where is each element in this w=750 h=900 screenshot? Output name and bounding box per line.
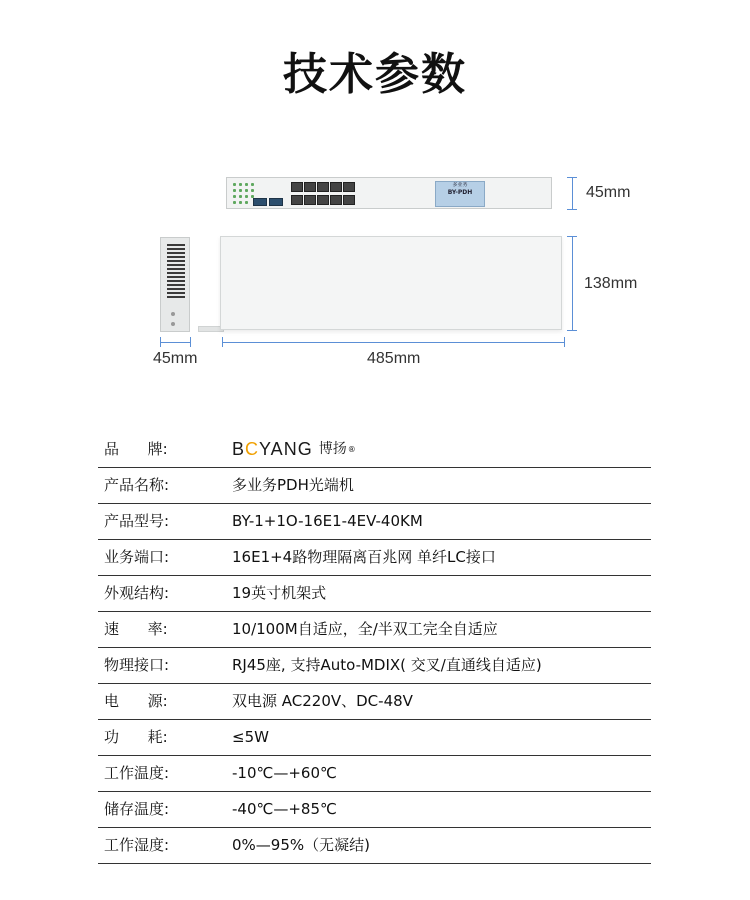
spec-row-model — [98, 504, 651, 540]
device-front-panel — [226, 177, 552, 209]
spec-key: 速 率: — [104, 620, 168, 638]
dimension-label-length: 485mm — [367, 350, 421, 367]
spec-row-product-name — [98, 468, 651, 504]
spec-value: -10℃—+60℃ — [232, 764, 337, 782]
dimension-label-side-height: 138mm — [584, 275, 638, 292]
spec-value: 双电源 AC220V、DC-48V — [232, 692, 413, 710]
sfp-port-2 — [269, 198, 283, 206]
brand-logo: B C YANG 博扬 ® — [232, 439, 356, 459]
spec-row-operating-temp — [98, 756, 651, 792]
spec-value: ≤5W — [232, 728, 269, 746]
spec-key: 工作湿度: — [104, 836, 170, 854]
dimension-label-front-height: 45mm — [586, 184, 631, 201]
spec-value: 10/100M自适应，全/半双工完全自适应 — [232, 620, 498, 638]
spec-row-form-factor — [98, 576, 651, 612]
spec-value: 19英寸机架式 — [232, 584, 327, 602]
spec-key: 业务端口: — [104, 548, 170, 566]
spec-key: 品 牌: — [104, 440, 168, 458]
spec-row-consumption — [98, 720, 651, 756]
spec-table — [98, 432, 651, 864]
spec-row-interface — [98, 648, 651, 684]
spec-row-speed — [98, 612, 651, 648]
spec-key: 产品型号: — [104, 512, 170, 530]
spec-key: 工作温度: — [104, 764, 170, 782]
page-title: 技术参数 — [283, 49, 467, 100]
device-side-view — [160, 237, 190, 332]
dimension-label-side-width: 45mm — [153, 350, 198, 367]
spec-key: 产品名称: — [104, 476, 170, 494]
spec-key: 储存温度: — [104, 800, 170, 818]
spec-row-power — [98, 684, 651, 720]
spec-key: 功 耗: — [104, 728, 168, 746]
spec-row-storage-temp — [98, 792, 651, 828]
spec-row-brand — [98, 432, 651, 468]
spec-value: 多业务PDH光端机 — [232, 476, 354, 494]
spec-key: 外观结构: — [104, 584, 170, 602]
spec-value: 16E1+4路物理隔离百兆网 单纤LC接口 — [232, 548, 496, 566]
spec-value: 0%—95%（无凝结) — [232, 836, 370, 854]
spec-row-ports — [98, 540, 651, 576]
spec-row-humidity — [98, 828, 651, 864]
spec-key: 电 源: — [104, 692, 168, 710]
device-top-view — [220, 236, 562, 330]
sfp-port-1 — [253, 198, 267, 206]
spec-value: -40℃—+85℃ — [232, 800, 337, 818]
spec-value: RJ45座, 支持Auto-MDIX( 交叉/直通线自适应) — [232, 656, 542, 674]
spec-value: BY-1+1O-16E1-4EV-40KM — [232, 512, 423, 530]
device-label-plate: 多业务 BY-PDH — [435, 181, 485, 207]
spec-key: 物理接口: — [104, 656, 170, 674]
